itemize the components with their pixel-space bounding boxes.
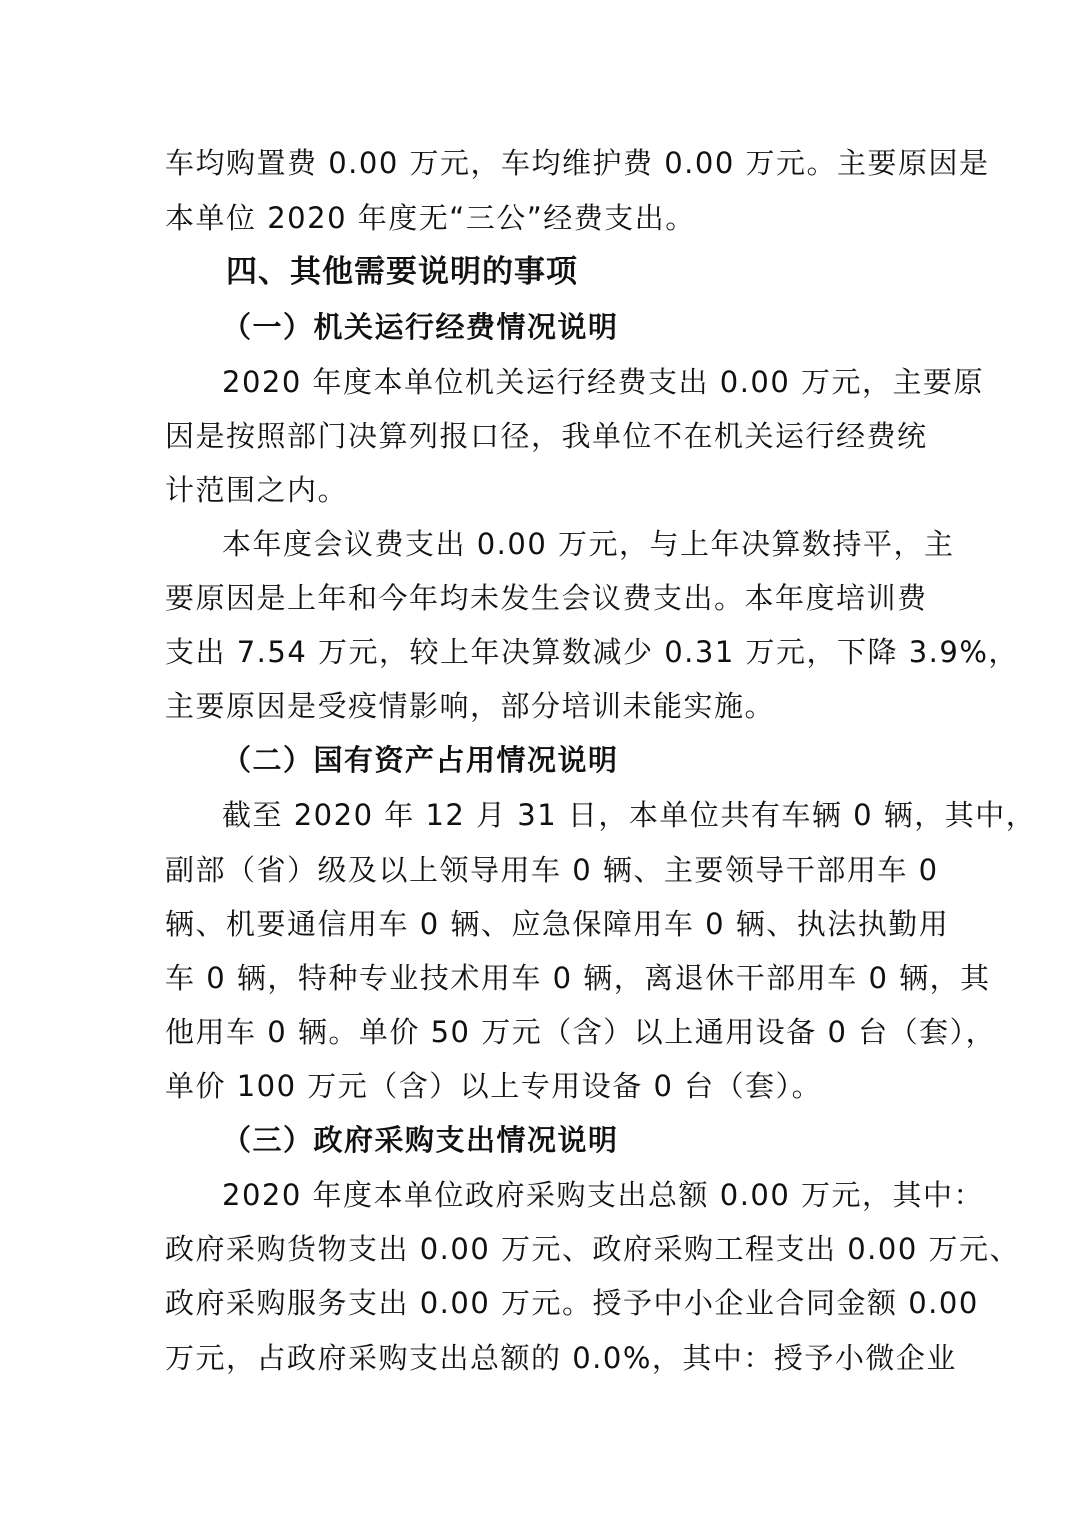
body-text-line: 车 0 辆，特种专业技术用车 0 辆，离退休干部用车 0 辆，其 — [165, 961, 991, 995]
body-text-line: 计范围之内。 — [165, 473, 349, 507]
body-text-line: 本年度会议费支出 0.00 万元，与上年决算数持平，主 — [222, 527, 955, 561]
body-text-line: 车均购置费 0.00 万元，车均维护费 0.00 万元。主要原因是 — [165, 146, 990, 180]
body-text-line: 政府采购服务支出 0.00 万元。授予中小企业合同金额 0.00 — [165, 1286, 979, 1320]
body-text-line: 万元，占政府采购支出总额的 0.0%，其中：授予小微企业 — [165, 1341, 957, 1375]
body-text-line: 他用车 0 辆。单价 50 万元（含）以上通用设备 0 台（套）， — [165, 1015, 997, 1049]
body-text-line: 支出 7.54 万元，较上年决算数减少 0.31 万元，下降 3.9%， — [165, 635, 1019, 669]
body-text-line: 主要原因是受疫情影响，部分培训未能实施。 — [165, 689, 776, 723]
subsection-heading: （一）机关运行经费情况说明 — [222, 310, 619, 344]
body-text-line: 2020 年度本单位政府采购支出总额 0.00 万元，其中： — [222, 1178, 985, 1212]
section-heading: 四、其他需要说明的事项 — [226, 254, 578, 290]
body-text-line: 2020 年度本单位机关运行经费支出 0.00 万元，主要原 — [222, 365, 985, 399]
body-text-line: 因是按照部门决算列报口径，我单位不在机关运行经费统 — [165, 419, 928, 453]
subsection-heading: （二）国有资产占用情况说明 — [222, 743, 619, 777]
body-text-line: 副部（省）级及以上领导用车 0 辆、主要领导干部用车 0 — [165, 853, 939, 887]
subsection-heading: （三）政府采购支出情况说明 — [222, 1123, 619, 1157]
body-text-line: 截至 2020 年 12 月 31 日，本单位共有车辆 0 辆，其中， — [222, 798, 1037, 832]
body-text-line: 政府采购货物支出 0.00 万元、政府采购工程支出 0.00 万元、 — [165, 1232, 1021, 1266]
body-text-line: 单价 100 万元（含）以上专用设备 0 台（套）。 — [165, 1069, 823, 1103]
body-text-line: 辆、机要通信用车 0 辆、应急保障用车 0 辆、执法执勤用 — [165, 907, 950, 941]
body-text-line: 本单位 2020 年度无“三公”经费支出。 — [165, 201, 696, 235]
body-text-line: 要原因是上年和今年均未发生会议费支出。本年度培训费 — [165, 581, 928, 615]
